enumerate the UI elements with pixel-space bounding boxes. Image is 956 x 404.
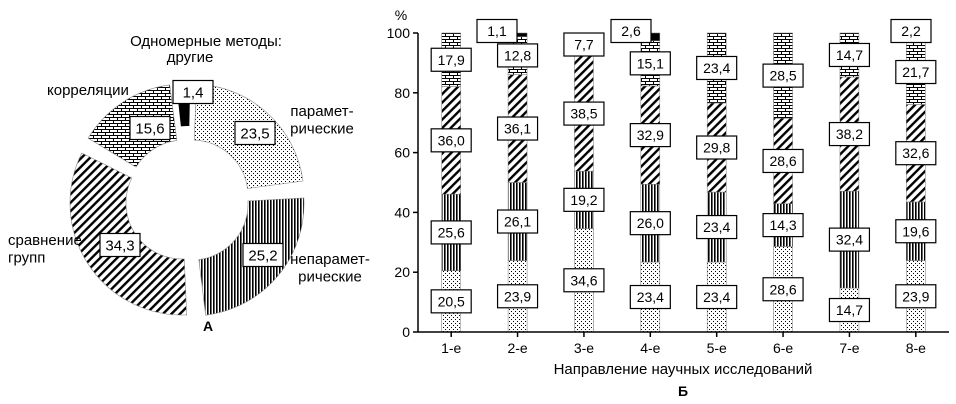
bar-value-corr: [697, 56, 737, 79]
svg-text:15,1: 15,1: [636, 55, 664, 72]
bar-value-nonparam: [763, 214, 803, 237]
svg-text:14,7: 14,7: [835, 47, 864, 64]
x-tick-label: 5-е: [706, 340, 727, 356]
bar-value-param: [896, 285, 936, 308]
y-axis: [387, 25, 418, 340]
svg-text:19,2: 19,2: [570, 191, 598, 208]
svg-text:34,6: 34,6: [570, 272, 598, 289]
svg-text:12,8: 12,8: [503, 47, 532, 64]
x-axis-ticks: [418, 332, 949, 356]
bar-value-param: [697, 286, 737, 309]
svg-text:32,9: 32,9: [636, 127, 664, 144]
donut-chart: [8, 33, 370, 334]
x-tick-label: 2-е: [507, 340, 528, 356]
bar-value-groups: [564, 102, 604, 125]
svg-text:23,4: 23,4: [703, 60, 731, 77]
donut-value-corr: [130, 117, 170, 140]
donut-labels: [8, 49, 370, 285]
bar-value-corr: [630, 52, 670, 75]
donut-label-other: другие: [166, 49, 214, 66]
bar-value-nonparam: [896, 220, 936, 243]
svg-text:23,5: 23,5: [240, 125, 270, 143]
bar-value-nonparam: [829, 228, 869, 251]
x-tick-label: 1-е: [441, 340, 462, 356]
bar-value-groups: [829, 123, 869, 146]
donut-label-corr: корреляции: [47, 82, 129, 99]
svg-text:1,1: 1,1: [487, 23, 507, 40]
donut-label-nonparam: непарамет-рические: [290, 251, 370, 286]
svg-text:26,0: 26,0: [636, 215, 664, 232]
bar-value-corr: [896, 61, 936, 84]
svg-text:25,6: 25,6: [437, 224, 465, 241]
svg-text:28,6: 28,6: [769, 153, 797, 170]
svg-text:38,5: 38,5: [570, 105, 598, 122]
bar-value-corr: [498, 44, 538, 67]
y-tick-label: 60: [394, 144, 410, 161]
svg-text:36,0: 36,0: [437, 132, 465, 149]
svg-text:2,2: 2,2: [901, 23, 921, 40]
svg-text:15,6: 15,6: [135, 120, 165, 138]
donut-label-param: парамет-рические: [290, 103, 354, 138]
donut-value-other: [173, 81, 213, 104]
donut-title: Одномерные методы:: [130, 33, 282, 50]
svg-text:32,6: 32,6: [902, 145, 930, 162]
donut-value-nonparam: [243, 244, 283, 267]
svg-text:25,2: 25,2: [248, 247, 278, 265]
svg-text:14,3: 14,3: [769, 217, 797, 234]
donut-value-param: [235, 122, 275, 145]
svg-text:17,9: 17,9: [437, 51, 465, 68]
bar-value-param: [498, 285, 538, 308]
svg-text:20,5: 20,5: [437, 293, 465, 310]
bar-value-param: [829, 299, 869, 322]
x-tick-label: 4-е: [640, 340, 661, 356]
bar-value-groups: [498, 117, 538, 140]
bar-value-param: [763, 278, 803, 301]
svg-text:23,4: 23,4: [703, 289, 731, 306]
y-axis-label: %: [394, 7, 408, 23]
bar-value-other: [891, 20, 931, 43]
bar-value-other: [477, 20, 517, 43]
bar-value-param: [630, 286, 670, 309]
x-tick-label: 3-е: [573, 340, 595, 356]
donut-slices: [70, 80, 304, 315]
svg-text:36,1: 36,1: [503, 120, 532, 137]
svg-text:23,9: 23,9: [503, 288, 532, 305]
panel-label-a: А: [202, 318, 214, 334]
svg-text:34,3: 34,3: [105, 237, 135, 255]
svg-text:23,9: 23,9: [902, 288, 930, 305]
stacked-bar-chart: [387, 7, 949, 399]
panel-label-b: Б: [677, 383, 689, 399]
svg-text:7,7: 7,7: [574, 36, 594, 53]
y-tick-label: 80: [394, 84, 410, 101]
x-tick-label: 7-е: [839, 340, 860, 356]
svg-text:28,6: 28,6: [769, 281, 797, 298]
svg-text:26,1: 26,1: [503, 213, 532, 230]
bar-value-groups: [431, 129, 471, 152]
bar-value-nonparam: [564, 188, 604, 211]
bar-value-nonparam: [431, 221, 471, 244]
y-tick-label: 0: [402, 324, 410, 340]
svg-text:14,7: 14,7: [835, 302, 864, 319]
svg-text:21,7: 21,7: [902, 64, 930, 81]
x-tick-label: 8-е: [905, 340, 926, 356]
bar-value-groups: [697, 136, 737, 159]
bar-value-nonparam: [630, 212, 670, 235]
svg-text:19,6: 19,6: [902, 223, 930, 240]
donut-label-groups: сравнение групп: [8, 232, 82, 267]
svg-text:32,4: 32,4: [835, 231, 864, 248]
x-tick-label: 6-е: [772, 340, 794, 356]
svg-text:29,8: 29,8: [703, 139, 731, 156]
bar-value-labels: [431, 20, 936, 322]
bar-value-corr: [829, 43, 869, 66]
y-tick-label: 20: [394, 264, 410, 281]
svg-text:23,4: 23,4: [636, 289, 664, 306]
bar-value-corr: [431, 48, 471, 71]
donut-value-groups: [100, 234, 140, 257]
bar-value-groups: [763, 149, 803, 172]
bar-value-corr: [564, 33, 604, 56]
x-axis-label: Направление научных исследований: [553, 361, 813, 378]
bar-value-nonparam: [697, 216, 737, 239]
bar-value-other: [611, 20, 651, 43]
y-tick-label: 40: [394, 204, 410, 221]
bar-value-groups: [630, 124, 670, 147]
bar-value-nonparam: [498, 210, 538, 233]
svg-text:28,5: 28,5: [769, 67, 797, 84]
y-tick-label: 100: [386, 25, 410, 41]
bar-value-groups: [896, 142, 936, 165]
svg-text:2,6: 2,6: [621, 23, 641, 40]
bar-value-param: [431, 290, 471, 313]
svg-text:38,2: 38,2: [835, 126, 864, 143]
bar-value-param: [564, 269, 604, 292]
svg-text:1,4: 1,4: [182, 84, 204, 102]
bar-value-corr: [763, 64, 803, 87]
svg-text:23,4: 23,4: [703, 219, 731, 236]
